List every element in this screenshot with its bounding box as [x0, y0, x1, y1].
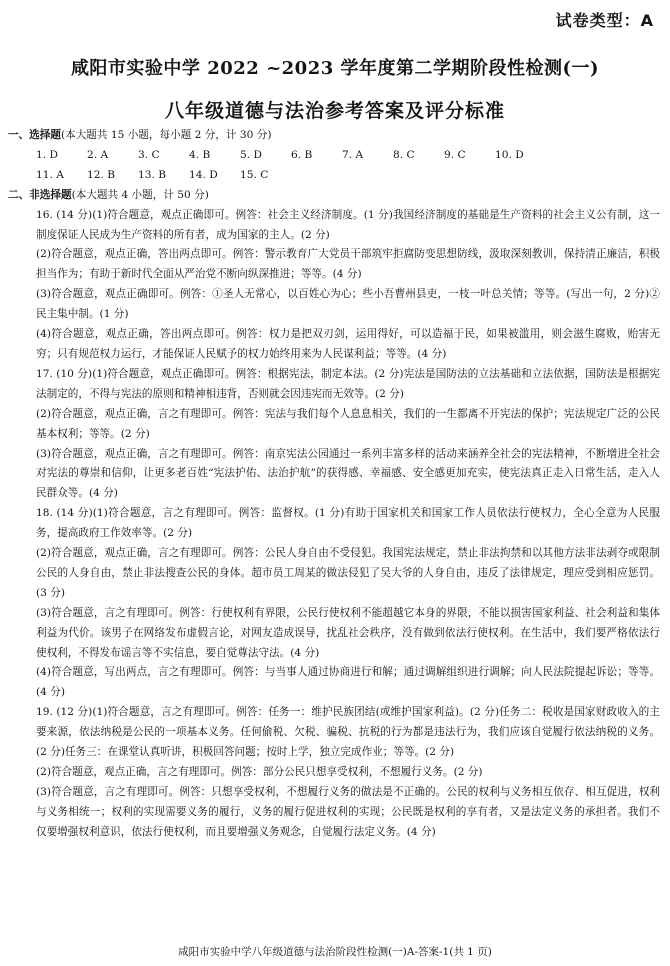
answer-item: 14. D — [189, 168, 218, 181]
answer-paragraph-q18-4: (4)符合题意，写出两点，言之有理即可。例答：与当事人通过协商进行和解；通过调解组织进行调解；向人民法院提起诉讼；等等。(4 分) — [36, 666, 660, 699]
answer-paragraph-q19-2: (2)符合题意，观点正确，言之有理即可。例答：部分公民只想享受权利，不想履行义务。(2 分) — [36, 766, 483, 778]
section-1-note: (本大题共 15 小题，每小题 2 分，计 30 分) — [60, 129, 272, 141]
answer-paragraph-q18-3: (3)符合题意，言之有理即可。例答：行使权利有界限，公民行使权利不能超越它本身的界限，不能以损害国家利益、社会利益和集体利益为代价。该男子在网络发布虚假言论，对网友造成误导，扰乱社会秩序，没有做到依法行使权利。在生活中，我们要严格依法行使权利，不得发布谣言等不实信息，要自觉尊法守法。(4 分) — [36, 606, 660, 659]
answer-paragraph-q16-2: (2)符合题意，观点正确，答出两点即可。例答：警示教育广大党员干部筑牢拒腐防变思想防线，汲取深刻教训，保持清正廉洁，积极担当作为；有助于新时代全面从严治党不断向纵深推进；等等。(4 分) — [36, 248, 660, 281]
page-title: 咸阳市实验中学 2022 ~2023 学年度第二学期阶段性检测(一) — [70, 58, 600, 79]
answer-paragraph-q16-4: (4)符合题意，观点正确，答出两点即可。例答：权力是把双刃剑，运用得好，可以造福于民，如果被滥用，则会滋生腐败，贻害无穷；只有规范权力运行，才能保证人民赋予的权力始终用来为人民谋利益；等等。(4 分) — [36, 328, 660, 360]
answer-paragraph-q18-2: (2)符合题意，观点正确，言之有理即可。例答：公民人身自由不受侵犯。我国宪法规定，禁止非法拘禁和以其他方法非法剥夺或限制公民的人身自由，禁止非法搜查公民的身体。超市员工周某的做法侵犯了吴大爷的人身自由，违反了法律规定，理应受到相应惩罚。(3 分) — [36, 547, 660, 599]
answer-item: 5. D — [240, 148, 262, 161]
answer-item: 10. D — [495, 148, 524, 161]
answer-item: 1. D — [36, 148, 58, 161]
section-1-title: 一、选择题 — [8, 129, 61, 141]
answer-paragraph-q17-1: 17. (10 分)(1)符合题意，观点正确即可。例答：根据宪法，制定本法。(2 分)宪法是国防法的立法基础和立法依据，国防法是根据宪法制定的，不得与宪法的原则和精神相违背，否则就会因违宪而无效等。(2 分) — [36, 367, 660, 400]
answer-item: 6. B — [291, 148, 313, 161]
answer-paragraph-q19-1: 19. (12 分)(1)符合题意，言之有理即可。例答：任务一：维护民族团结(或维护国家利益)。(2 分)任务二：税收是国家财政收入的主要来源，依法纳税是公民的一项基本义务。任何偷税、欠税、骗税、抗税的行为都是违法行为，我们应该自觉履行依法纳税的义务。(2 分)任务三：在课堂认真听讲，积极回答问题；按时上学，独立完成作业；等等。(2 分) — [36, 706, 660, 759]
answer-row-1 — [8, 146, 660, 166]
answer-item: 4. B — [189, 148, 211, 161]
answer-row-2 — [8, 166, 660, 186]
answer-paragraph-q19-3: (3)符合题意，言之有理即可。例答：只想享受权利，不想履行义务的做法是不正确的。公民的权利与义务相互依存、相互促进，权利与义务相统一；权利的实现需要义务的履行，义务的履行促进权利的实现；公民既是权利的享有者，又是法定义务的承担者。我们不仅要增强权利意识，依法行使权利，而且要增强义务观念，自觉履行法定义务。(4 分) — [36, 785, 660, 838]
section-2-title: 二、非选择题 — [8, 188, 72, 201]
answer-paragraph-q17-2: (2)符合题意，观点正确，言之有理即可。例答：宪法与我们每个人息息相关，我们的一生都离不开宪法的保护；宪法规定广泛的公民基本权利；等等。(2 分) — [36, 407, 660, 440]
answer-paragraph-q17-3: (3)符合题意，观点正确，言之有理即可。例答：南京宪法公园通过一系列丰富多样的活动来涵养全社会的宪法精神，不断增进全社会对宪法的尊崇和信仰，让更多老百姓“宪法护佑、法治护航”的获得感、幸福感、安全感更加充实，使宪法真正走入日常生活，走入人民群众等。(4 分) — [36, 447, 660, 500]
paper-type-label: 试卷类型：A — [555, 11, 654, 30]
answer-item: 13. B — [138, 168, 166, 181]
answer-paragraph-q16-3: (3)符合题意，观点正确即可。例答：①圣人无常心，以百姓心为心；些小吾曹州县吏，一枝一叶总关情；等等。(写出一句，2 分)②民主集中制。(1 分) — [36, 288, 660, 321]
answer-item: 2. A — [87, 148, 109, 161]
answer-item: 11. A — [36, 168, 64, 181]
answer-item: 12. B — [87, 168, 115, 181]
answer-item: 9. C — [444, 148, 466, 161]
answer-item: 15. C — [240, 168, 269, 181]
section-1-heading — [8, 126, 660, 146]
page-footer: 咸阳市实验中学八年级道德与法治阶段性检测(一)A-答案-1(共 1 页) — [178, 946, 492, 958]
answer-item: 8. C — [393, 148, 415, 161]
section-2-heading — [8, 186, 660, 206]
answer-item: 3. C — [138, 148, 160, 161]
page-subtitle: 八年级道德与法治参考答案及评分标准 — [164, 100, 505, 122]
answer-item: 7. A — [342, 148, 364, 161]
answer-paragraph-q18-1: 18. (14 分)(1)符合题意，言之有理即可。例答：监督权。(1 分)有助于国家机关和国家工作人员依法行使权力，全心全意为人民服务，提高政府工作效率等。(2 分) — [36, 507, 660, 540]
section-2-note: (本大题共 4 小题，计 50 分) — [71, 188, 209, 201]
answer-paragraph-q16-1: 16. (14 分)(1)符合题意，观点正确即可。例答：社会主义经济制度。(1 分)我国经济制度的基础是生产资料的社会主义公有制，这一制度保证人民成为生产资料的所有者，成为国家的主人。(2 分) — [36, 208, 660, 241]
answer-body — [8, 126, 660, 843]
